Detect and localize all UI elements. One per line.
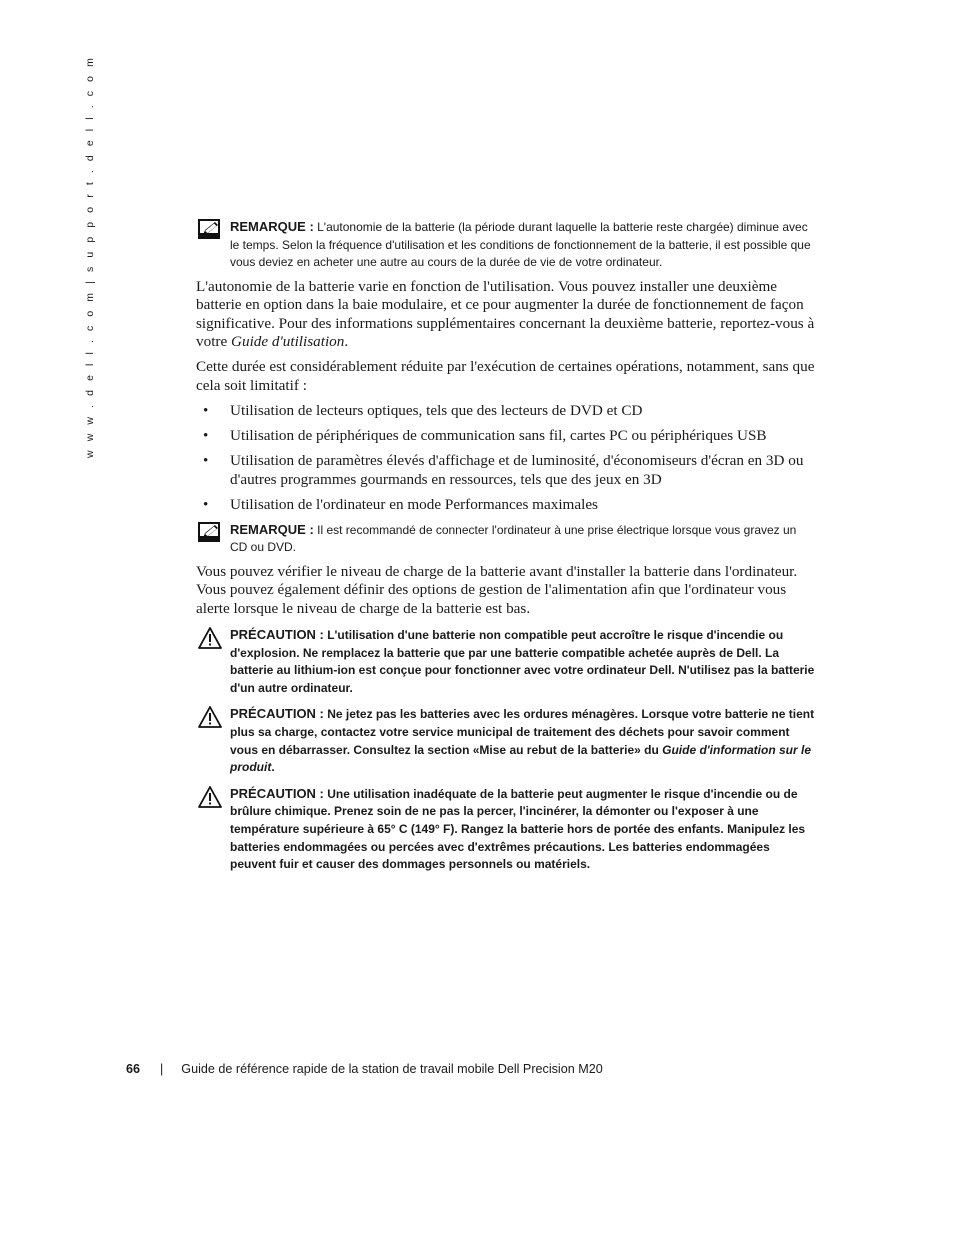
page-content <box>196 218 816 874</box>
paragraph-reduced-duration: Cette durée est considérablement réduite par l'exécution de certaines opérations, notamment, sans que cela soit limitatif : <box>196 358 815 394</box>
paragraph-battery-autonomy: L'autonomie de la batterie varie en fonction de l'utilisation. Vous pouvez installer une deuxième batterie en option dans la baie modulaire, et ce pour augmenter la durée de fonctionnement de façon significative. Pour des informations supplémentaires concernant la deuxième batterie, reportez-vous à votre Guide d'utilisation. <box>196 277 815 350</box>
list-item: • Utilisation de périphériques de communication sans fil, cartes PC ou périphériques USB <box>203 427 767 445</box>
caution-text: Ne jetez pas les batteries avec les ordures ménagères. Lorsque votre batterie ne tient plus sa charge, contactez votre service municipal de traitement des déchets pour savoir comment vous en débarrasser. Consultez la section «Mise au rebut de la batterie» du Guide d'information sur le produit. <box>230 707 815 775</box>
footer-separator: | <box>160 1062 164 1076</box>
footer-title: Guide de référence rapide de la station de travail mobile Dell Precision M20 <box>181 1062 603 1076</box>
note-label: REMARQUE : <box>230 521 314 537</box>
caution-label: PRÉCAUTION : <box>230 627 324 643</box>
caution-text: Une utilisation inadéquate de la batterie peut augmenter le risque d'incendie ou de brûlure chimique. Prenez soin de ne pas la percer, l'incinérer, la démonter ou l'exposer à une température supérieure à 65° C (149° F). Rangez la batterie hors de portée des enfants. Manipulez les batteries endommagées ou percées avec d'extrêmes précautions. Les batteries endommagées peuvent fuir et causer des dommages personnels ou matériels. <box>230 786 806 872</box>
list-item: • Utilisation de l'ordinateur en mode Performances maximales <box>203 495 598 513</box>
paragraph-charge-level: Vous pouvez vérifier le niveau de charge de la batterie avant d'installer la batterie dans l'ordinateur. Vous pouvez également définir des options de gestion de l'alimentation afin que l'ordinateur vous alerte lorsque le niveau de charge de la batterie est bas. <box>196 562 798 617</box>
caution-text: L'utilisation d'une batterie non compatible peut accroître le risque d'incendie ou d'explosion. Ne remplacez la batterie que par une batterie compatible achetée auprès de Dell. La batterie au lithium-ion est conçue pour fonctionner avec votre ordinateur Dell. N'utilisez pas la batterie d'un autre ordinateur. <box>230 628 815 695</box>
note-pencil-icon <box>198 219 222 241</box>
page-number: 66 <box>126 1062 141 1076</box>
page-footer <box>126 1062 603 1076</box>
note-pencil-icon <box>198 522 222 544</box>
guide-reference: Guide d'utilisation <box>231 333 345 350</box>
note-label: REMARQUE : <box>230 219 314 234</box>
note-text: L'autonomie de la batterie (la période durant laquelle la batterie reste chargée) diminue avec le temps. Selon la fréquence d'utilisation et les conditions de fonctionnement de la batterie, il est possible que vous deviez en acheter une autre au cours de la durée de vie de votre ordinateur. <box>230 220 811 270</box>
caution-label: PRÉCAUTION : <box>230 785 324 801</box>
caution-battery-disposal <box>196 705 816 776</box>
caution-incompatible-battery <box>196 626 816 697</box>
product-info-guide-reference: Guide d'information sur le produit <box>230 742 812 775</box>
caution-triangle-icon <box>198 627 222 649</box>
note-remarque-power-outlet <box>196 521 816 557</box>
note-text: Il est recommandé de connecter l'ordinateur à une prise électrique lorsque vous gravez un CD ou DVD. <box>230 522 797 555</box>
operations-list <box>196 402 816 514</box>
caution-improper-use <box>196 785 816 874</box>
caution-triangle-icon <box>198 706 222 728</box>
note-remarque-battery-life <box>196 218 816 272</box>
list-item: • Utilisation de paramètres élevés d'affichage et de luminosité, d'économiseurs d'écran en 3D ou d'autres programmes gourmands en ressources, tels que des jeux en 3D <box>203 452 804 488</box>
caution-triangle-icon <box>198 786 222 808</box>
list-item: • Utilisation de lecteurs optiques, tels que des lecteurs de DVD et CD <box>203 402 643 420</box>
caution-label: PRÉCAUTION : <box>230 706 324 722</box>
side-website-url: w w w . d e l l . c o m | s u p p o r t . d e l l . c o m <box>84 55 96 458</box>
